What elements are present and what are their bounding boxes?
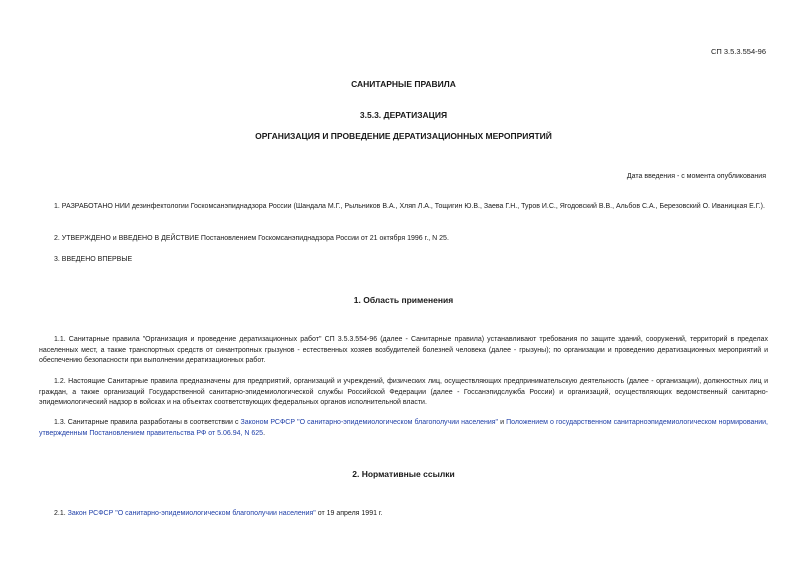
section-2-1-prefix: 2.1. bbox=[54, 510, 68, 517]
intro-paragraph-2: 2. УТВЕРЖДЕНО и ВВЕДЕНО В ДЕЙСТВИЕ Постановлением Госкомсанэпиднадзора России от 21 октября 1996 г., N 25. bbox=[54, 235, 449, 242]
doc-title-code: 3.5.3. ДЕРАТИЗАЦИЯ bbox=[359, 110, 448, 120]
intro-paragraph-1: 1. РАЗРАБОТАНО НИИ дезинфектологии Госкомсанэпиднадзора России (Шандала М.Г., Рыльников В.А., Хляп Л.А., Тощигин Ю.В., Заева Г.Н., Туров И.С., Ягодовский В.В., Альбов С.А., Березовский О. Иваницкая Е.Г.). bbox=[54, 203, 765, 210]
intro-date: Дата введения - с момента опубликования bbox=[626, 173, 766, 180]
intro-paragraph-3: 3. ВВЕДЕНО ВПЕРВЫЕ bbox=[54, 256, 133, 263]
doc-number: СП 3.5.3.554-96 bbox=[710, 47, 766, 56]
section-1-3-mid: и bbox=[498, 419, 507, 426]
section-1-3-paragraph bbox=[39, 418, 768, 439]
doc-title-subject: ОРГАНИЗАЦИЯ И ПРОВЕДЕНИЕ ДЕРАТИЗАЦИОННЫХ МЕРОПРИЯТИЙ bbox=[255, 131, 552, 141]
section-2-1-suffix: от 19 апреля 1991 г. bbox=[315, 510, 383, 517]
doc-title-rules: САНИТАРНЫЕ ПРАВИЛА bbox=[351, 79, 456, 89]
section-heading-references: 2. Нормативные ссылки bbox=[352, 469, 455, 479]
section-heading-scope: 1. Область применения bbox=[353, 295, 454, 305]
law-link[interactable]: Законом РСФСР "О санитарно-эпидемиологическом благополучии населения" bbox=[240, 419, 499, 426]
section-1-3-suffix: . bbox=[263, 429, 266, 437]
section-1-1-paragraph: 1.1. Санитарные правила "Организация и проведение дератизационных работ" СП 3.5.3.554-96 (далее - Санитарные правила) устанавливают требования по защите зданий, сооружений, территорий в пределах населенных мест, а также транспортных средств от синантропных грызунов - естественных хозяев возбудителей болезней человека (далее - грызуны); по организации и проведению дератизационных мероприятий и обеспечению безопасности при выполнении дератизационных работ. bbox=[39, 336, 768, 364]
section-1-3-prefix: 1.3. Санитарные правила разработаны в соответствии с bbox=[54, 419, 241, 426]
section-2-1-paragraph bbox=[39, 509, 768, 520]
section-1-2-paragraph: 1.2. Настоящие Санитарные правила предназначены для предприятий, организаций и учреждений, физических лиц, осуществляющих предпринимательскую деятельность (далее - организации), должностных лиц и граждан, а также организаций Государственной санитарно-эпидемиологической службы Российской Федерации (далее - Госсанэпидслужба России) и организаций, осуществляющих ведомственный санитарно-эпидемиологический надзор в войсках и на объектах соответствующих федеральных органов исполнительной власти. bbox=[39, 378, 768, 406]
law-reference-link[interactable]: Закон РСФСР "О санитарно-эпидемиологическом благополучии населения" bbox=[67, 510, 316, 517]
regulation-link[interactable]: Положением о государственном санитарноэпидемиологическом нормировании, утвержденным Постановлением правительства РФ от 5.06.94, N 625 bbox=[39, 419, 768, 437]
